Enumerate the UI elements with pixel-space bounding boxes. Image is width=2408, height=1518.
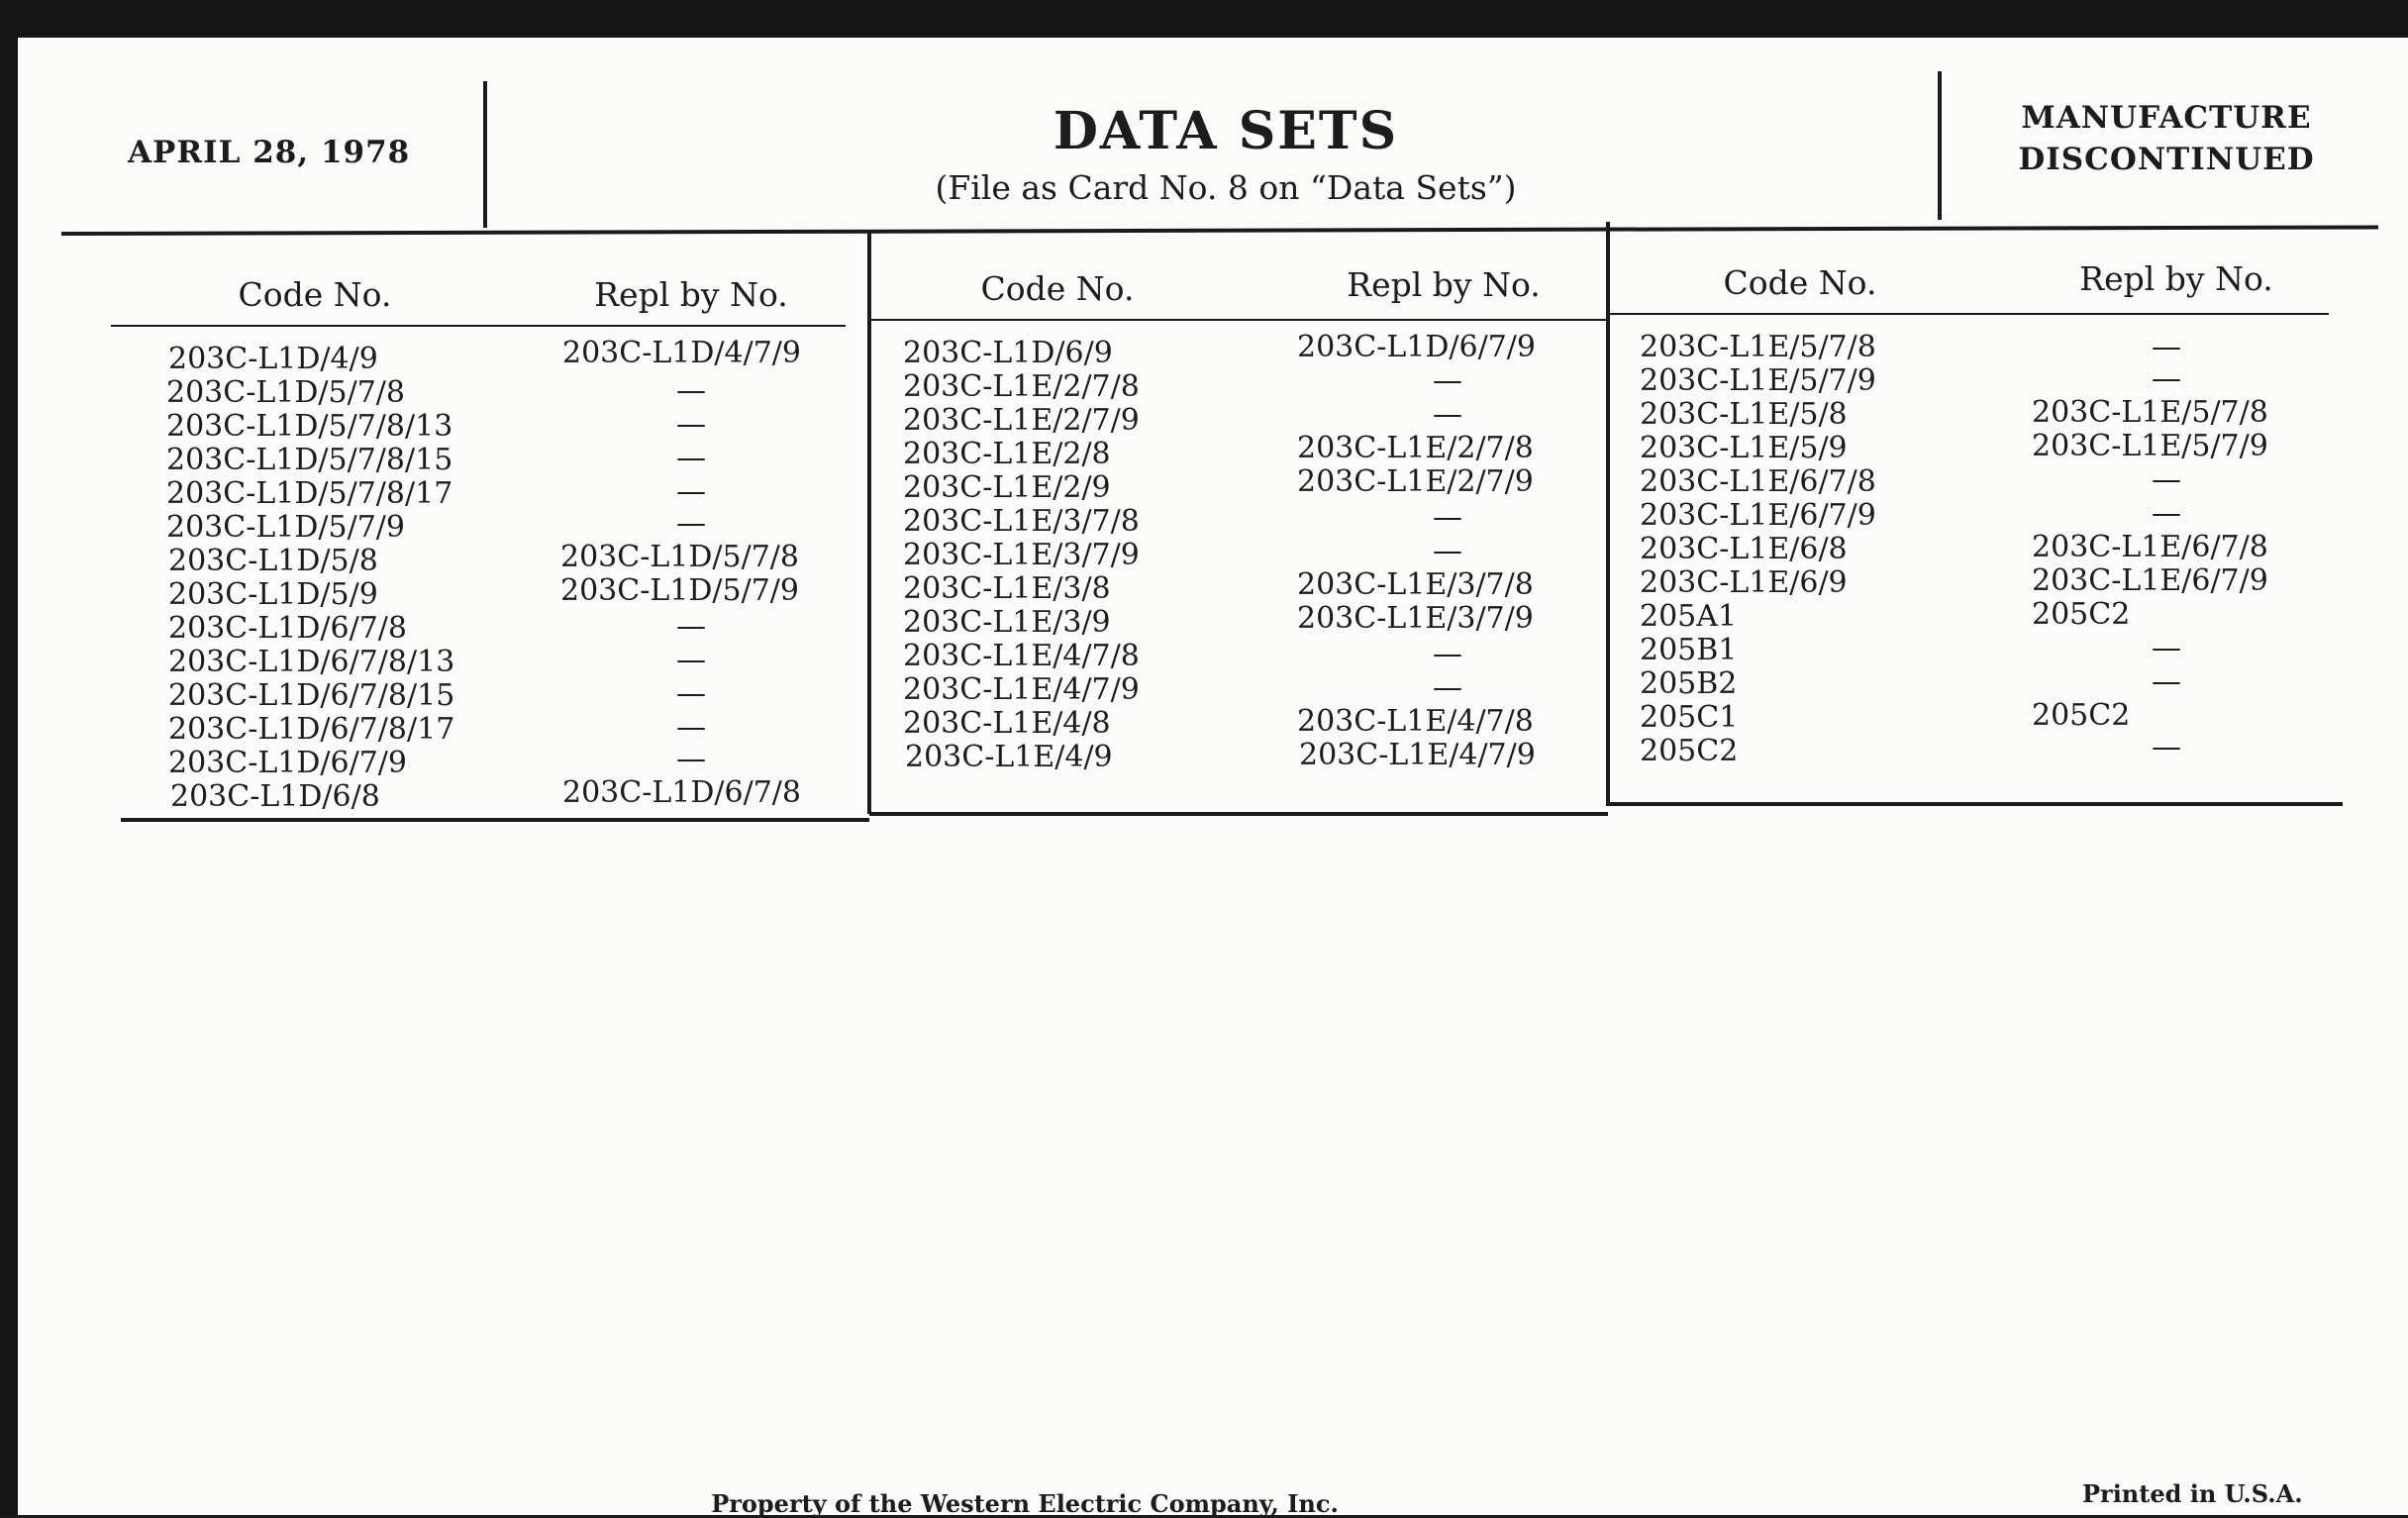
- colhead-rule-1: [111, 325, 846, 327]
- code-cell: 203C-L1E/3/7/9: [903, 538, 1140, 572]
- repl-cell: —: [2152, 664, 2181, 699]
- header-divider-right: [1938, 71, 1942, 220]
- repl-cell: —: [676, 373, 706, 408]
- code-cell: 203C-L1E/4/8: [903, 706, 1111, 741]
- colhead-rule-3: [1610, 313, 2329, 315]
- repl-cell: —: [2152, 462, 2181, 497]
- table-bottom-rule-1: [121, 818, 869, 822]
- repl-cell: —: [2152, 496, 2181, 531]
- code-cell: 203C-L1D/5/7/8/15: [166, 443, 453, 477]
- repl-cell: —: [1433, 363, 1462, 398]
- repl-cell: —: [676, 609, 706, 644]
- issue-date: APRIL 28, 1978: [128, 135, 411, 170]
- code-cell: 205C1: [1640, 700, 1739, 735]
- repl-cell: 203C-L1E/3/7/8: [1297, 567, 1534, 602]
- code-cell: 203C-L1E/5/9: [1640, 431, 1848, 465]
- col2-code-header: Code No.: [980, 269, 1135, 308]
- repl-cell: —: [1433, 397, 1462, 432]
- repl-cell: 203C-L1D/4/7/9: [562, 336, 801, 370]
- code-cell: 203C-L1E/6/7/8: [1640, 464, 1876, 499]
- code-cell: 203C-L1D/5/9: [168, 577, 378, 612]
- data-sets-card: [18, 38, 2408, 1518]
- column-divider-2: [1606, 222, 1610, 806]
- code-cell: 205A1: [1640, 599, 1738, 634]
- table-bottom-rule-2: [869, 812, 1608, 816]
- repl-cell: 203C-L1E/5/7/8: [2032, 395, 2268, 430]
- col3-code-header: Code No.: [1723, 263, 1877, 302]
- repl-cell: —: [676, 474, 706, 509]
- code-cell: 203C-L1E/4/7/9: [903, 672, 1140, 707]
- code-cell: 203C-L1E/2/7/9: [903, 403, 1140, 438]
- code-cell: 203C-L1D/5/7/9: [166, 510, 405, 545]
- repl-cell: 203C-L1D/6/7/8: [562, 775, 801, 810]
- code-cell: 203C-L1D/5/7/8/13: [166, 409, 453, 444]
- col3-repl-header: Repl by No.: [2079, 259, 2273, 298]
- code-cell: 203C-L1D/6/9: [903, 336, 1113, 370]
- repl-cell: —: [2152, 631, 2181, 665]
- repl-cell: 203C-L1E/3/7/9: [1297, 601, 1534, 636]
- repl-cell: 203C-L1E/6/7/8: [2032, 530, 2268, 564]
- code-cell: 205C2: [1640, 734, 1739, 768]
- repl-cell: 205C2: [2032, 597, 2131, 632]
- status-label: [1973, 97, 2359, 180]
- repl-cell: 203C-L1E/4/7/8: [1297, 704, 1534, 739]
- repl-cell: —: [2152, 730, 2181, 764]
- repl-cell: —: [676, 506, 706, 541]
- col1-code-header: Code No.: [238, 275, 392, 314]
- repl-cell: —: [676, 742, 706, 776]
- code-cell: 205B2: [1640, 666, 1738, 701]
- footer-property-notice: Property of the Western Electric Company, Inc.: [711, 1489, 1339, 1518]
- repl-cell: 203C-L1E/6/7/9: [2032, 563, 2268, 598]
- repl-cell: —: [676, 441, 706, 475]
- repl-cell: —: [2152, 361, 2181, 396]
- repl-cell: —: [1433, 670, 1462, 705]
- repl-cell: —: [1433, 637, 1462, 671]
- repl-cell: —: [676, 710, 706, 745]
- status-line-2: DISCONTINUED: [2018, 142, 2315, 177]
- code-cell: 203C-L1E/6/7/9: [1640, 498, 1876, 533]
- code-cell: 203C-L1E/3/9: [903, 605, 1111, 640]
- colhead-rule-2: [871, 319, 1606, 321]
- header-rule: [61, 225, 2378, 236]
- page-subtitle: (File as Card No. 8 on “Data Sets”): [935, 168, 1517, 207]
- code-cell: 203C-L1E/3/8: [903, 571, 1111, 606]
- col2-repl-header: Repl by No.: [1347, 265, 1541, 304]
- repl-cell: —: [2152, 330, 2181, 364]
- code-cell: 203C-L1E/5/7/9: [1640, 363, 1876, 398]
- code-cell: 203C-L1E/4/7/8: [903, 639, 1140, 673]
- repl-cell: 205C2: [2032, 698, 2131, 733]
- code-cell: 203C-L1D/6/7/8/15: [168, 678, 455, 713]
- repl-cell: 203C-L1D/6/7/9: [1297, 330, 1536, 364]
- code-cell: 203C-L1E/4/9: [905, 740, 1113, 774]
- code-cell: 203C-L1D/6/7/8/17: [168, 712, 455, 747]
- repl-cell: 203C-L1D/5/7/9: [560, 573, 799, 608]
- code-cell: 205B1: [1640, 633, 1738, 667]
- footer-printed-notice: Printed in U.S.A.: [2082, 1479, 2303, 1508]
- repl-cell: —: [676, 643, 706, 677]
- code-cell: 203C-L1E/6/8: [1640, 532, 1848, 566]
- code-cell: 203C-L1D/4/9: [168, 342, 378, 376]
- code-cell: 203C-L1D/5/8: [168, 544, 378, 578]
- code-cell: 203C-L1E/5/8: [1640, 397, 1848, 432]
- code-cell: 203C-L1E/2/9: [903, 470, 1111, 505]
- repl-cell: 203C-L1E/2/7/9: [1297, 464, 1534, 499]
- repl-cell: 203C-L1E/4/7/9: [1299, 738, 1536, 772]
- code-cell: 203C-L1D/5/7/8: [166, 375, 405, 410]
- code-cell: 203C-L1E/2/8: [903, 437, 1111, 471]
- col1-repl-header: Repl by No.: [594, 275, 788, 314]
- repl-cell: —: [676, 407, 706, 442]
- repl-cell: —: [676, 676, 706, 711]
- status-line-1: MANUFACTURE: [2021, 100, 2312, 136]
- code-cell: 203C-L1E/2/7/8: [903, 369, 1140, 404]
- repl-cell: —: [1433, 534, 1462, 568]
- repl-cell: —: [1433, 500, 1462, 535]
- repl-cell: 203C-L1E/5/7/9: [2032, 429, 2268, 463]
- repl-cell: 203C-L1E/2/7/8: [1297, 431, 1534, 465]
- repl-cell: 203C-L1D/5/7/8: [560, 540, 799, 574]
- column-divider-1: [867, 230, 871, 814]
- table-bottom-rule-3: [1608, 802, 2343, 806]
- code-cell: 203C-L1D/6/8: [170, 779, 380, 814]
- page-title: DATA SETS: [1053, 101, 1399, 161]
- code-cell: 203C-L1E/6/9: [1640, 565, 1848, 600]
- code-cell: 203C-L1E/5/7/8: [1640, 330, 1876, 364]
- code-cell: 203C-L1D/6/7/8/13: [168, 645, 455, 679]
- code-cell: 203C-L1E/3/7/8: [903, 504, 1140, 539]
- code-cell: 203C-L1D/6/7/8: [168, 611, 407, 646]
- code-cell: 203C-L1D/5/7/8/17: [166, 476, 453, 511]
- code-cell: 203C-L1D/6/7/9: [168, 746, 407, 780]
